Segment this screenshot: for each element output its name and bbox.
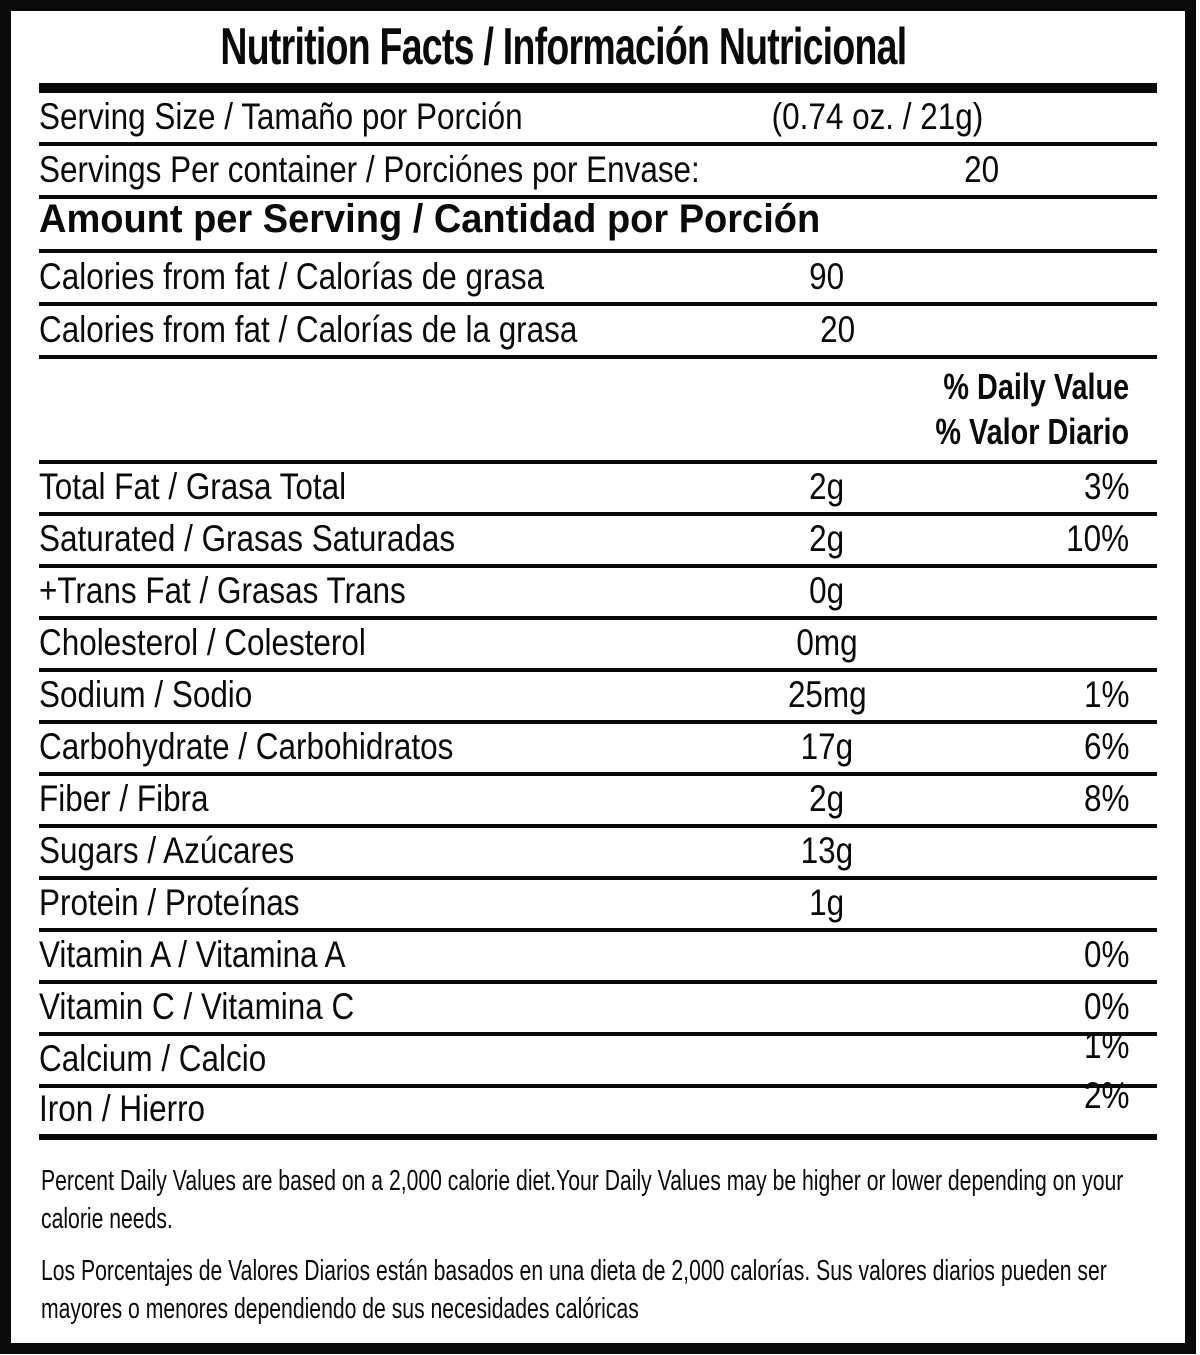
nutrient-amount: 2g xyxy=(809,778,845,819)
nutrient-label: Sugars / Azúcares xyxy=(39,830,295,871)
nutrient-row xyxy=(39,984,1157,1036)
nutrient-label: +Trans Fat / Grasas Trans xyxy=(39,570,406,611)
label-body xyxy=(39,93,1157,1140)
nutrient-label: Vitamin C / Vitamina C xyxy=(39,986,355,1027)
nutrient-label: Protein / Proteínas xyxy=(39,882,300,923)
servings-per-container-value: 20 xyxy=(963,149,999,190)
nutrient-daily-value xyxy=(992,832,1157,869)
nutrient-label: Carbohydrate / Carbohidratos xyxy=(39,726,454,767)
nutrient-amount: 0mg xyxy=(796,622,858,663)
nutrient-amount: 2g xyxy=(809,518,845,559)
amount-per-serving-label: Amount per Serving / Cantidad por Porción xyxy=(39,197,821,241)
nutrient-row xyxy=(39,828,1157,880)
nutrient-amount xyxy=(662,936,992,973)
nutrient-daily-value: 1% xyxy=(1083,1025,1129,1066)
nutrient-daily-value xyxy=(992,572,1157,609)
nutrient-daily-value: 3% xyxy=(1083,466,1129,507)
nutrient-amount: 25mg xyxy=(787,674,867,715)
nutrient-row xyxy=(39,620,1157,672)
nutrient-row xyxy=(39,672,1157,724)
nutrient-daily-value: 8% xyxy=(1083,778,1129,819)
nutrient-row xyxy=(39,776,1157,828)
nutrient-row xyxy=(39,1075,1157,1140)
calorie-rows xyxy=(39,253,1157,359)
nutrient-amount xyxy=(662,1090,992,1127)
nutrient-label: Calories from fat / Calorías de la grasa xyxy=(39,309,578,350)
nutrient-rows xyxy=(39,464,1157,1140)
nutrient-label: Vitamin A / Vitamina A xyxy=(39,934,346,975)
amount-per-serving-header xyxy=(39,199,1157,253)
nutrient-daily-value: 0% xyxy=(1083,986,1129,1027)
daily-value-header-es: % Valor Diario xyxy=(935,411,1129,453)
nutrient-row xyxy=(39,880,1157,932)
calorie-row xyxy=(39,253,1157,306)
nutrient-label: Cholesterol / Colesterol xyxy=(39,622,366,663)
nutrient-label: Total Fat / Grasa Total xyxy=(39,466,347,507)
servings-per-container-label: Servings Per container / Porciónes por Envase: xyxy=(39,149,700,190)
nutrient-label: Saturated / Grasas Saturadas xyxy=(39,518,456,559)
nutrient-daily-value xyxy=(992,258,1157,295)
label-header xyxy=(11,11,1185,83)
label-title: Nutrition Facts / Información Nutricional xyxy=(219,18,907,76)
daily-value-header xyxy=(39,359,1157,464)
footnote-es: Los Porcentajes de Valores Diarios están basados en una dieta de 2,000 calorías. Sus valores diarios pueden ser mayores o menores dependiendo de sus necesidades calóricas xyxy=(41,1255,1107,1325)
nutrient-daily-value: 6% xyxy=(1083,726,1129,767)
nutrient-daily-value: 10% xyxy=(1066,518,1129,559)
daily-value-header-en: % Daily Value xyxy=(943,365,1129,407)
nutrient-row xyxy=(39,932,1157,984)
nutrient-amount xyxy=(662,988,992,1025)
nutrient-daily-value: 2% xyxy=(1083,1075,1129,1116)
nutrient-label: Fiber / Fibra xyxy=(39,778,209,819)
nutrient-amount: 13g xyxy=(800,830,854,871)
nutrient-daily-value xyxy=(1002,311,1167,348)
servings-per-container-row xyxy=(39,146,1157,199)
nutrient-label: Iron / Hierro xyxy=(39,1088,206,1129)
nutrient-row xyxy=(39,568,1157,620)
serving-size-value: (0.74 oz. / 21g) xyxy=(771,96,983,137)
nutrient-row xyxy=(39,1025,1157,1088)
title-divider-bar xyxy=(39,83,1157,93)
nutrient-amount: 17g xyxy=(800,726,854,767)
nutrient-row xyxy=(39,464,1157,516)
nutrient-row xyxy=(39,516,1157,568)
footnote-en: Percent Daily Values are based on a 2,000 calorie diet.Your Daily Values may be higher or lower depending on your calorie needs. xyxy=(41,1165,1124,1235)
nutrient-daily-value: 0% xyxy=(1083,934,1129,975)
nutrient-amount: 1g xyxy=(809,882,845,923)
nutrient-label: Calories from fat / Calorías de grasa xyxy=(39,256,545,297)
serving-size-label: Serving Size / Tamaño por Porción xyxy=(39,96,523,137)
footnotes xyxy=(11,1140,1185,1328)
serving-size-row xyxy=(39,93,1157,146)
nutrient-amount: 90 xyxy=(809,256,845,297)
nutrient-daily-value xyxy=(992,884,1157,921)
nutrient-amount: 20 xyxy=(819,309,855,350)
calorie-row xyxy=(39,306,1157,359)
nutrient-row xyxy=(39,724,1157,776)
nutrient-amount: 0g xyxy=(809,570,845,611)
nutrient-label: Sodium / Sodio xyxy=(39,674,253,715)
nutrient-daily-value xyxy=(992,624,1157,661)
nutrient-label: Calcium / Calcio xyxy=(39,1038,267,1079)
nutrient-amount xyxy=(662,1040,992,1077)
nutrient-daily-value: 1% xyxy=(1083,674,1129,715)
nutrient-amount: 2g xyxy=(809,466,845,507)
